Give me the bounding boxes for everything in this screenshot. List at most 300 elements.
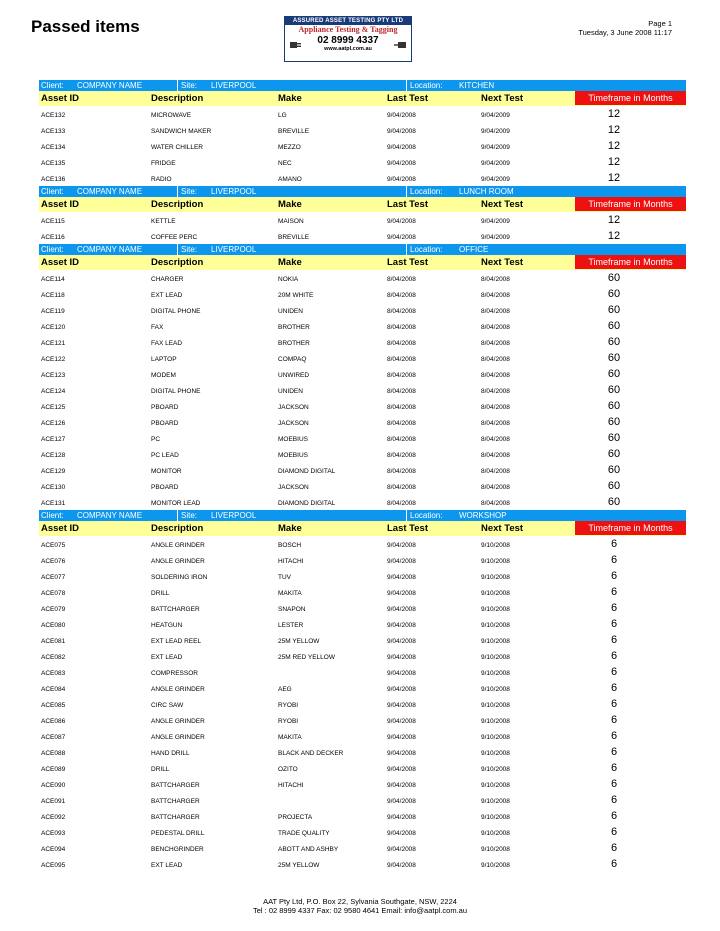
location-label: Location: — [410, 81, 443, 90]
cell-last-test: 8/04/2008 — [387, 340, 416, 347]
table-row — [39, 398, 686, 414]
column-header-row — [39, 91, 686, 106]
cell-next-test: 9/10/2008 — [481, 574, 510, 581]
table-row — [39, 712, 686, 728]
logo-company-name: ASSURED ASSET TESTING PTY LTD — [285, 17, 411, 25]
company-logo — [284, 16, 412, 62]
col-make: Make — [278, 93, 302, 104]
cell-description: EXT LEAD — [151, 654, 183, 661]
cell-description: PBOARD — [151, 404, 179, 411]
cell-timeframe: 12 — [607, 214, 621, 226]
group-header — [39, 186, 686, 197]
cell-asset-id: ACE088 — [41, 750, 66, 757]
cell-description: WATER CHILLER — [151, 144, 204, 151]
cell-asset-id: ACE095 — [41, 862, 66, 869]
cell-make: MAKITA — [278, 590, 302, 597]
table-row — [39, 824, 686, 840]
cell-description: HAND DRILL — [151, 750, 190, 757]
table-row — [39, 446, 686, 462]
cell-timeframe: 12 — [607, 108, 621, 120]
cell-make: UNIDEN — [278, 388, 303, 395]
col-next-test: Next Test — [481, 257, 524, 268]
cell-timeframe: 6 — [610, 810, 618, 822]
cell-next-test: 9/04/2009 — [481, 160, 510, 167]
cell-next-test: 8/04/2008 — [481, 468, 510, 475]
table-row — [39, 568, 686, 584]
cell-last-test: 9/04/2008 — [387, 160, 416, 167]
cell-description: MONITOR LEAD — [151, 500, 201, 507]
cell-description: FRIDGE — [151, 160, 176, 167]
table-row — [39, 776, 686, 792]
footer-address: AAT Pty Ltd, P.O. Box 22, Sylvania Southgate, NSW, 2224 — [263, 897, 457, 906]
client-value: COMPANY NAME — [77, 81, 143, 90]
cell-asset-id: ACE075 — [41, 542, 66, 549]
table-row — [39, 840, 686, 856]
cell-asset-id: ACE133 — [41, 128, 66, 135]
cell-last-test: 9/04/2008 — [387, 766, 416, 773]
cell-last-test: 9/04/2008 — [387, 558, 416, 565]
cell-description: DRILL — [151, 766, 170, 773]
cell-make: BROTHER — [278, 324, 310, 331]
cell-last-test: 9/04/2008 — [387, 218, 416, 225]
location-value: OFFICE — [459, 245, 489, 254]
cell-last-test: 9/04/2008 — [387, 686, 416, 693]
cell-last-test: 9/04/2008 — [387, 718, 416, 725]
cell-asset-id: ACE123 — [41, 372, 66, 379]
cell-make: BOSCH — [278, 542, 302, 549]
cell-make: DIAMOND DIGITAL — [278, 500, 336, 507]
cell-make: HITACHI — [278, 558, 304, 565]
table-row — [39, 228, 686, 244]
cell-asset-id: ACE084 — [41, 686, 66, 693]
cell-asset-id: ACE125 — [41, 404, 66, 411]
col-next-test: Next Test — [481, 93, 524, 104]
table-row — [39, 760, 686, 776]
cell-description: MONITOR — [151, 468, 182, 475]
cell-last-test: 9/04/2008 — [387, 574, 416, 581]
cell-timeframe: 60 — [607, 464, 621, 476]
table-row — [39, 350, 686, 366]
cell-description: BATTCHARGER — [151, 782, 200, 789]
col-last-test: Last Test — [387, 523, 429, 534]
logo-tagline: Appliance Testing & Tagging — [298, 25, 398, 34]
cell-description: ANGLE GRINDER — [151, 686, 205, 693]
cell-next-test: 8/04/2008 — [481, 404, 510, 411]
cell-next-test: 8/04/2008 — [481, 452, 510, 459]
site-value: LIVERPOOL — [211, 245, 257, 254]
col-description: Description — [151, 199, 204, 210]
cell-asset-id: ACE114 — [41, 276, 65, 283]
table-row — [39, 170, 686, 186]
cell-next-test: 9/10/2008 — [481, 558, 510, 565]
cell-description: EXT LEAD — [151, 292, 183, 299]
cell-next-test: 9/10/2008 — [481, 798, 510, 805]
cell-next-test: 9/10/2008 — [481, 830, 510, 837]
cell-last-test: 9/04/2008 — [387, 112, 416, 119]
page-number: Page 1 — [648, 19, 672, 28]
cell-make: BROTHER — [278, 340, 310, 347]
cell-timeframe: 60 — [607, 336, 621, 348]
cell-timeframe: 6 — [610, 794, 618, 806]
cell-asset-id: ACE127 — [41, 436, 66, 443]
cell-description: EXT LEAD — [151, 862, 183, 869]
cell-next-test: 9/10/2008 — [481, 718, 510, 725]
cell-next-test: 8/04/2008 — [481, 420, 510, 427]
table-row — [39, 302, 686, 318]
cell-last-test: 8/04/2008 — [387, 500, 416, 507]
cell-last-test: 9/04/2008 — [387, 654, 416, 661]
cell-description: PC LEAD — [151, 452, 179, 459]
report-body — [39, 80, 686, 872]
cell-description: CHARGER — [151, 276, 184, 283]
table-row — [39, 106, 686, 122]
cell-description: BATTCHARGER — [151, 814, 200, 821]
cell-make: ABOTT AND ASHBY — [278, 846, 339, 853]
cell-last-test: 8/04/2008 — [387, 404, 416, 411]
cell-make: 20M WHITE — [278, 292, 314, 299]
table-row — [39, 478, 686, 494]
cell-timeframe: 6 — [610, 554, 618, 566]
cell-last-test: 9/04/2008 — [387, 176, 416, 183]
cell-timeframe: 60 — [607, 432, 621, 444]
col-description: Description — [151, 523, 204, 534]
cell-asset-id: ACE124 — [41, 388, 66, 395]
cell-next-test: 9/10/2008 — [481, 606, 510, 613]
group-header — [39, 80, 686, 91]
cell-asset-id: ACE080 — [41, 622, 66, 629]
cell-description: BATTCHARGER — [151, 798, 200, 805]
cell-timeframe: 12 — [607, 124, 621, 136]
client-label: Client: — [41, 187, 64, 196]
cell-last-test: 8/04/2008 — [387, 308, 416, 315]
table-row — [39, 648, 686, 664]
cell-last-test: 9/04/2008 — [387, 670, 416, 677]
cell-make: JACKSON — [278, 404, 309, 411]
cell-timeframe: 6 — [610, 538, 618, 550]
location-value: KITCHEN — [459, 81, 495, 90]
table-row — [39, 600, 686, 616]
cell-description: PBOARD — [151, 484, 179, 491]
cell-make: HITACHI — [278, 782, 304, 789]
cell-next-test: 8/04/2008 — [481, 276, 510, 283]
cell-last-test: 9/04/2008 — [387, 830, 416, 837]
cell-last-test: 8/04/2008 — [387, 468, 416, 475]
cell-timeframe: 6 — [610, 826, 618, 838]
cell-timeframe: 6 — [610, 618, 618, 630]
cell-make: COMPAQ — [278, 356, 307, 363]
cell-make: 25M RED YELLOW — [278, 654, 335, 661]
cell-timeframe: 60 — [607, 384, 621, 396]
logo-phone: 02 8999 4337 — [317, 35, 379, 46]
location-label: Location: — [410, 511, 443, 520]
cell-description: ANGLE GRINDER — [151, 718, 205, 725]
table-row — [39, 856, 686, 872]
table-row — [39, 728, 686, 744]
cell-next-test: 9/10/2008 — [481, 782, 510, 789]
socket-icon — [393, 39, 407, 51]
page-info — [578, 19, 672, 37]
cell-timeframe: 12 — [607, 230, 621, 242]
cell-timeframe: 6 — [610, 778, 618, 790]
column-header-row — [39, 255, 686, 270]
cell-asset-id: ACE131 — [41, 500, 66, 507]
cell-next-test: 9/10/2008 — [481, 670, 510, 677]
cell-timeframe: 6 — [610, 586, 618, 598]
cell-next-test: 9/04/2009 — [481, 128, 510, 135]
col-asset-id: Asset ID — [41, 523, 80, 534]
cell-last-test: 8/04/2008 — [387, 388, 416, 395]
cell-timeframe: 6 — [610, 746, 618, 758]
cell-next-test: 8/04/2008 — [481, 292, 510, 299]
cell-description: LAPTOP — [151, 356, 177, 363]
site-value: LIVERPOOL — [211, 511, 257, 520]
site-value: LIVERPOOL — [211, 187, 257, 196]
table-row — [39, 616, 686, 632]
cell-asset-id: ACE126 — [41, 420, 66, 427]
cell-next-test: 9/04/2009 — [481, 234, 510, 241]
col-last-test: Last Test — [387, 257, 429, 268]
cell-make: MEZZO — [278, 144, 301, 151]
group-header — [39, 510, 686, 521]
cell-last-test: 9/04/2008 — [387, 638, 416, 645]
cell-asset-id: ACE090 — [41, 782, 66, 789]
cell-make: MAISON — [278, 218, 304, 225]
cell-asset-id: ACE085 — [41, 702, 66, 709]
cell-next-test: 9/10/2008 — [481, 542, 510, 549]
cell-last-test: 8/04/2008 — [387, 420, 416, 427]
cell-timeframe: 60 — [607, 320, 621, 332]
cell-asset-id: ACE129 — [41, 468, 66, 475]
cell-description: EXT LEAD REEL — [151, 638, 202, 645]
cell-asset-id: ACE115 — [41, 218, 65, 225]
cell-make: BREVILLE — [278, 128, 310, 135]
cell-make: MOEBIUS — [278, 452, 308, 459]
cell-next-test: 9/10/2008 — [481, 702, 510, 709]
cell-asset-id: ACE121 — [41, 340, 66, 347]
cell-make: LG — [278, 112, 287, 119]
cell-asset-id: ACE094 — [41, 846, 66, 853]
cell-last-test: 9/04/2008 — [387, 128, 416, 135]
cell-next-test: 9/10/2008 — [481, 766, 510, 773]
cell-description: SANDWICH MAKER — [151, 128, 212, 135]
cell-asset-id: ACE118 — [41, 292, 65, 299]
cell-next-test: 8/04/2008 — [481, 388, 510, 395]
cell-make: AMANO — [278, 176, 302, 183]
cell-description: COMPRESSOR — [151, 670, 198, 677]
cell-next-test: 9/04/2009 — [481, 218, 510, 225]
location-group — [39, 510, 686, 872]
cell-make: PROJECTA — [278, 814, 313, 821]
table-row — [39, 536, 686, 552]
cell-description: RADIO — [151, 176, 172, 183]
cell-last-test: 9/04/2008 — [387, 750, 416, 757]
client-value: COMPANY NAME — [77, 245, 143, 254]
table-row — [39, 366, 686, 382]
col-last-test: Last Test — [387, 93, 429, 104]
col-last-test: Last Test — [387, 199, 429, 210]
cell-asset-id: ACE091 — [41, 798, 66, 805]
cell-asset-id: ACE136 — [41, 176, 66, 183]
location-value: WORKSHOP — [459, 511, 507, 520]
cell-next-test: 9/04/2009 — [481, 144, 510, 151]
cell-asset-id: ACE079 — [41, 606, 66, 613]
cell-timeframe: 6 — [610, 842, 618, 854]
cell-last-test: 9/04/2008 — [387, 814, 416, 821]
client-label: Client: — [41, 245, 64, 254]
col-timeframe: Timeframe in Months — [575, 521, 686, 535]
cell-timeframe: 60 — [607, 480, 621, 492]
group-header — [39, 244, 686, 255]
cell-next-test: 8/04/2008 — [481, 340, 510, 347]
cell-timeframe: 60 — [607, 448, 621, 460]
table-row — [39, 382, 686, 398]
cell-timeframe: 6 — [610, 730, 618, 742]
cell-asset-id: ACE087 — [41, 734, 66, 741]
cell-make: JACKSON — [278, 420, 309, 427]
table-row — [39, 122, 686, 138]
col-asset-id: Asset ID — [41, 199, 80, 210]
cell-make: MOEBIUS — [278, 436, 308, 443]
cell-asset-id: ACE130 — [41, 484, 66, 491]
cell-make: LESTER — [278, 622, 304, 629]
cell-asset-id: ACE078 — [41, 590, 66, 597]
cell-asset-id: ACE089 — [41, 766, 66, 773]
table-row — [39, 552, 686, 568]
cell-timeframe: 60 — [607, 272, 621, 284]
cell-timeframe: 12 — [607, 140, 621, 152]
page-title: Passed items — [31, 17, 140, 36]
cell-make: 25M YELLOW — [278, 862, 320, 869]
cell-asset-id: ACE076 — [41, 558, 66, 565]
cell-timeframe: 12 — [607, 172, 621, 184]
cell-timeframe: 60 — [607, 416, 621, 428]
client-label: Client: — [41, 511, 64, 520]
footer-contact: Tel : 02 8999 4337 Fax: 02 9580 4641 Email: info@aatpl.com.au — [252, 906, 467, 915]
cell-last-test: 9/04/2008 — [387, 144, 416, 151]
cell-timeframe: 60 — [607, 496, 621, 508]
site-label: Site: — [181, 511, 198, 520]
cell-next-test: 9/10/2008 — [481, 590, 510, 597]
plug-icon — [289, 39, 303, 51]
table-row — [39, 212, 686, 228]
col-timeframe: Timeframe in Months — [575, 91, 686, 105]
cell-next-test: 8/04/2008 — [481, 500, 510, 507]
col-description: Description — [151, 93, 204, 104]
table-row — [39, 744, 686, 760]
cell-last-test: 8/04/2008 — [387, 484, 416, 491]
cell-make: AEG — [278, 686, 292, 693]
col-next-test: Next Test — [481, 199, 524, 210]
cell-asset-id: ACE119 — [41, 308, 65, 315]
cell-last-test: 9/04/2008 — [387, 846, 416, 853]
logo-website: www.aatpl.com.au — [324, 46, 372, 52]
cell-next-test: 9/04/2009 — [481, 112, 510, 119]
site-value: LIVERPOOL — [211, 81, 257, 90]
site-label: Site: — [181, 187, 198, 196]
location-label: Location: — [410, 245, 443, 254]
cell-next-test: 8/04/2008 — [481, 308, 510, 315]
cell-make: 25M YELLOW — [278, 638, 320, 645]
column-header-row — [39, 521, 686, 536]
cell-last-test: 8/04/2008 — [387, 436, 416, 443]
cell-description: MODEM — [151, 372, 176, 379]
cell-make: NEC — [278, 160, 292, 167]
cell-last-test: 9/04/2008 — [387, 734, 416, 741]
cell-make: TUV — [278, 574, 291, 581]
location-group — [39, 80, 686, 186]
table-row — [39, 430, 686, 446]
cell-make: NOKIA — [278, 276, 299, 283]
location-value: LUNCH ROOM — [459, 187, 514, 196]
location-label: Location: — [410, 187, 443, 196]
cell-next-test: 8/04/2008 — [481, 324, 510, 331]
cell-make: RYOBI — [278, 718, 299, 725]
cell-last-test: 9/04/2008 — [387, 702, 416, 709]
cell-make: UNWIRED — [278, 372, 310, 379]
cell-next-test: 8/04/2008 — [481, 484, 510, 491]
cell-asset-id: ACE132 — [41, 112, 66, 119]
cell-asset-id: ACE081 — [41, 638, 66, 645]
cell-next-test: 9/10/2008 — [481, 814, 510, 821]
cell-description: BENCHGRINDER — [151, 846, 204, 853]
cell-asset-id: ACE082 — [41, 654, 66, 661]
cell-next-test: 9/10/2008 — [481, 686, 510, 693]
cell-timeframe: 6 — [610, 666, 618, 678]
client-value: COMPANY NAME — [77, 187, 143, 196]
report-datetime: Tuesday, 3 June 2008 11:17 — [578, 28, 672, 37]
cell-description: CIRC SAW — [151, 702, 184, 709]
cell-description: PBOARD — [151, 420, 179, 427]
cell-asset-id: ACE120 — [41, 324, 66, 331]
cell-description: FAX LEAD — [151, 340, 183, 347]
cell-last-test: 8/04/2008 — [387, 276, 416, 283]
cell-last-test: 9/04/2008 — [387, 606, 416, 613]
cell-last-test: 8/04/2008 — [387, 324, 416, 331]
cell-next-test: 9/10/2008 — [481, 734, 510, 741]
cell-last-test: 9/04/2008 — [387, 622, 416, 629]
cell-description: KETTLE — [151, 218, 176, 225]
cell-asset-id: ACE077 — [41, 574, 66, 581]
col-timeframe: Timeframe in Months — [575, 255, 686, 269]
table-row — [39, 664, 686, 680]
cell-description: MICROWAVE — [151, 112, 192, 119]
cell-timeframe: 60 — [607, 304, 621, 316]
cell-timeframe: 60 — [607, 368, 621, 380]
table-row — [39, 318, 686, 334]
cell-description: DIGITAL PHONE — [151, 308, 201, 315]
cell-description: PC — [151, 436, 161, 443]
cell-description: BATTCHARGER — [151, 606, 200, 613]
cell-next-test: 9/10/2008 — [481, 750, 510, 757]
col-make: Make — [278, 199, 302, 210]
cell-timeframe: 60 — [607, 400, 621, 412]
cell-last-test: 8/04/2008 — [387, 372, 416, 379]
table-row — [39, 792, 686, 808]
cell-description: ANGLE GRINDER — [151, 542, 205, 549]
site-label: Site: — [181, 81, 198, 90]
cell-description: ANGLE GRINDER — [151, 558, 205, 565]
cell-description: DIGITAL PHONE — [151, 388, 201, 395]
col-asset-id: Asset ID — [41, 257, 80, 268]
cell-asset-id: ACE128 — [41, 452, 66, 459]
cell-last-test: 9/04/2008 — [387, 782, 416, 789]
cell-last-test: 9/04/2008 — [387, 590, 416, 597]
site-label: Site: — [181, 245, 198, 254]
column-header-row — [39, 197, 686, 212]
cell-timeframe: 6 — [610, 714, 618, 726]
table-row — [39, 696, 686, 712]
col-description: Description — [151, 257, 204, 268]
